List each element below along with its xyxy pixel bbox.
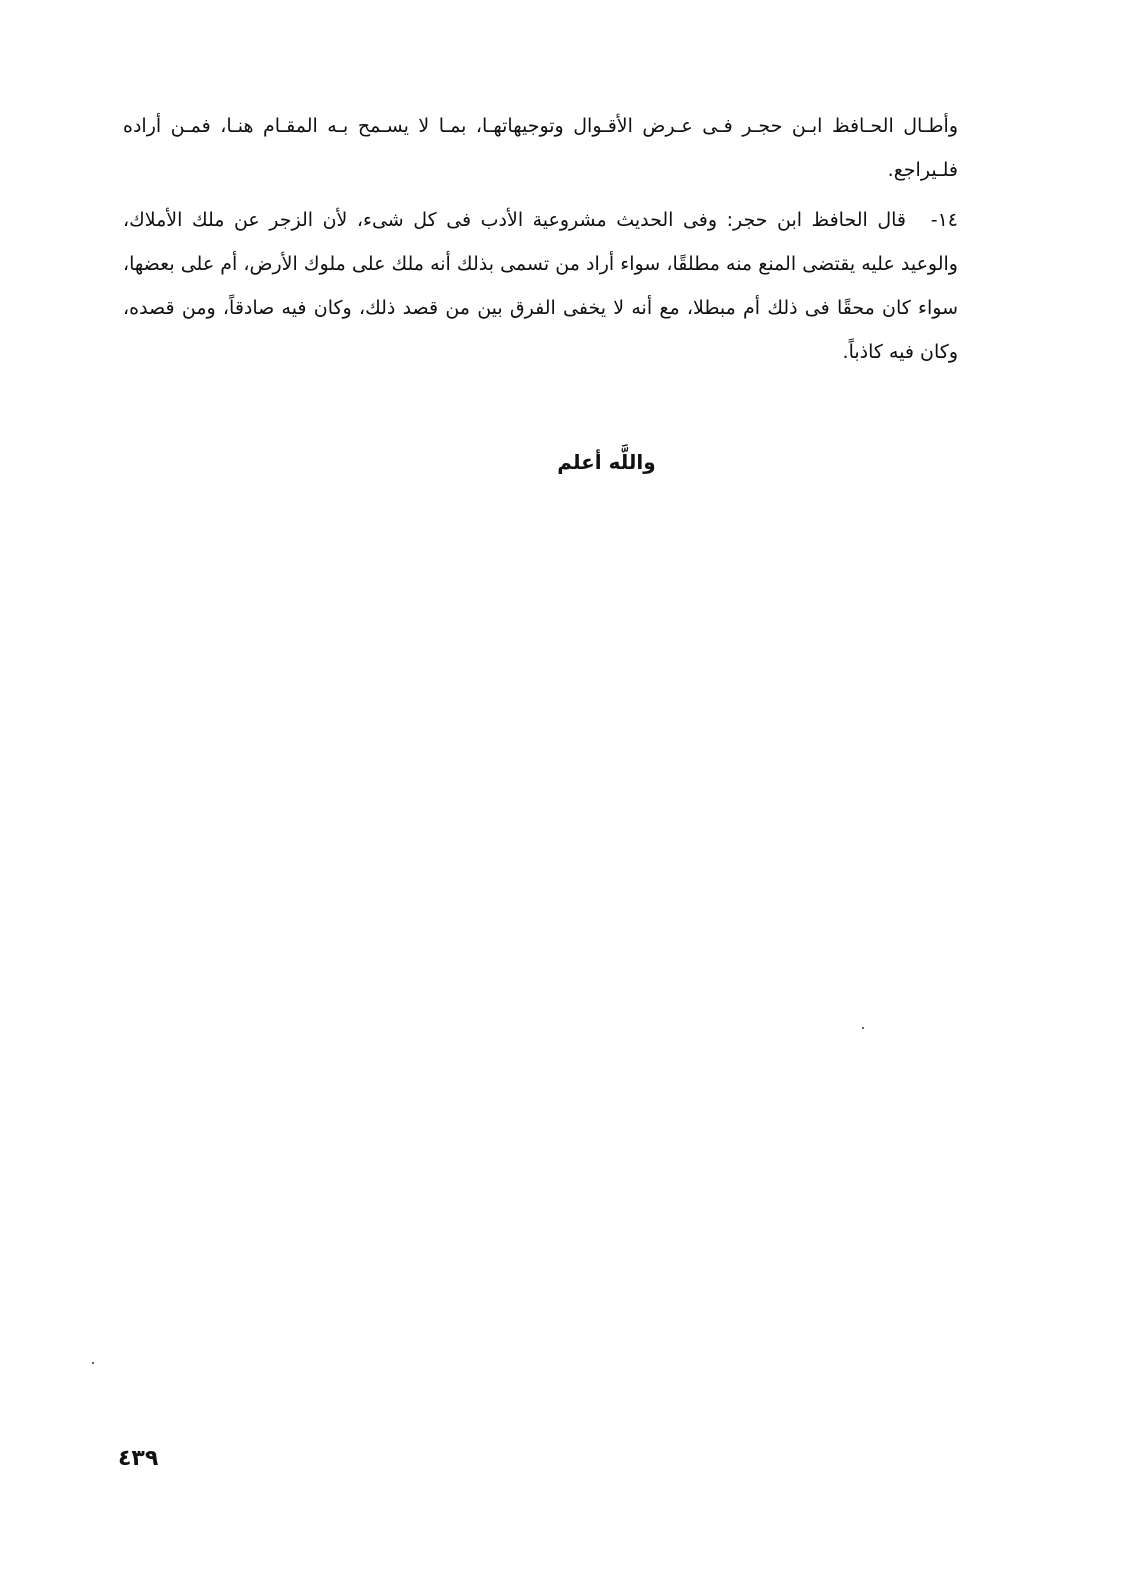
closing-phrase-container xyxy=(0,440,1133,484)
scan-speck xyxy=(92,1362,94,1364)
numbered-item-14 xyxy=(123,198,958,374)
closing-phrase: واللَّه أعلم xyxy=(557,450,656,474)
item-number: ١٤- xyxy=(930,209,958,231)
scan-speck xyxy=(862,1027,864,1029)
item-text: قال الحافظ ابن حجر: وفى الحديث مشروعية الأدب فى كل شىء، لأن الزجر عن ملك الأملاك، والوعيد عليه يقتضى المنع منه مطلقًا، سواء أراد من تسمى بذلك أنه ملك على ملوك الأرض، أم على بعضها، سواء كان محقًا فى ذلك أم مبطلا، مع أنه لا يخفى الفرق بين من قصد ذلك، وكان فيه صادقاً، ومن قصده، وكان فيه كاذباً. xyxy=(123,209,958,363)
page-number: ٤٣٩ xyxy=(118,1446,159,1471)
paragraph-continuation: وأطـال الحـافظ ابـن حجـر فـى عـرض الأقـوال وتوجيهاتهـا، بمـا لا يسـمح بـه المقـام هنـا، فمـن أراده فلـيراجع. xyxy=(123,115,958,181)
